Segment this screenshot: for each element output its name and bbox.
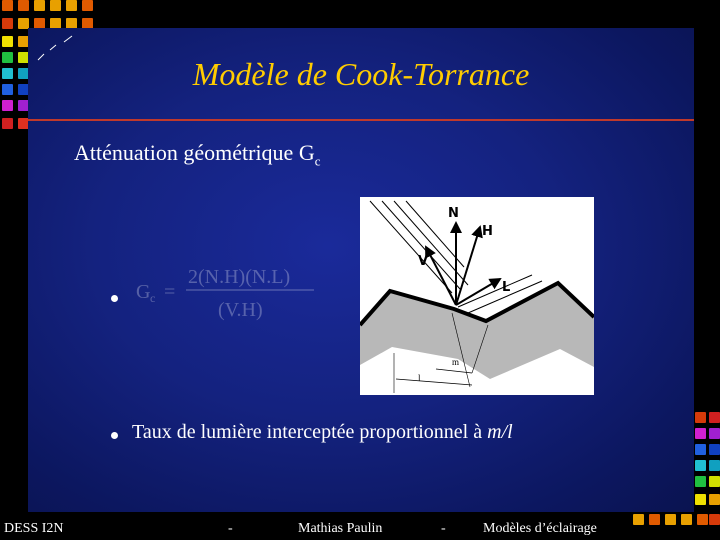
decor-square <box>2 68 13 79</box>
decor-square <box>695 494 706 505</box>
subheading <box>74 140 321 169</box>
vector-V <box>426 247 456 305</box>
footer-course: Modèles d’éclairage <box>483 521 597 536</box>
decor-square <box>34 0 45 11</box>
label-H: H <box>482 224 493 239</box>
ray <box>370 201 452 293</box>
footer-left: DESS I2N <box>4 521 64 536</box>
slide-title: Modèle de Cook-Torrance <box>192 56 530 92</box>
label-l: l <box>418 373 421 383</box>
decor-square <box>2 18 13 29</box>
bullet-2-ratio: m/l <box>487 421 513 443</box>
decor-square <box>695 444 706 455</box>
formula-denominator: (V.H) <box>218 299 263 321</box>
footer-author: Mathias Paulin <box>298 521 383 536</box>
bullet-2-text <box>132 421 513 444</box>
formula-numerator: 2(N.H)(N.L) <box>188 266 291 288</box>
formula <box>132 252 332 332</box>
subheading-subscript: c <box>314 153 321 169</box>
label-V: V <box>418 254 429 269</box>
decor-square <box>697 514 708 525</box>
decor-square <box>695 412 706 423</box>
surface-shadow <box>360 283 594 379</box>
decor-square <box>649 514 660 525</box>
decor-square <box>709 428 720 439</box>
subheading-text: Atténuation géométrique G <box>74 140 315 165</box>
bullet-1 <box>111 295 118 302</box>
decor-square <box>709 444 720 455</box>
decor-square <box>709 476 720 487</box>
decor-square <box>18 0 29 11</box>
title-divider <box>28 119 694 121</box>
decor-square <box>50 0 61 11</box>
decor-square <box>66 0 77 11</box>
decor-square <box>709 412 720 423</box>
label-L: L <box>502 280 511 295</box>
decor-square <box>665 514 676 525</box>
formula-lhs: G <box>136 281 151 303</box>
formula-equals: = <box>164 281 176 303</box>
decor-square <box>2 118 13 129</box>
decor-square <box>2 100 13 111</box>
bullet-2-main: Taux de lumière interceptée proportionnel à <box>132 421 488 443</box>
label-m: m <box>452 357 460 367</box>
decor-square <box>709 494 720 505</box>
footer-sep-2: - <box>441 521 446 536</box>
decor-square <box>2 84 13 95</box>
decor-square <box>82 0 93 11</box>
footer-sep-1: - <box>228 521 233 536</box>
bullet-2 <box>111 432 118 439</box>
label-N: N <box>448 206 459 221</box>
dim-l <box>396 379 472 385</box>
decor-square <box>2 0 13 11</box>
decor-square <box>2 52 13 63</box>
formula-lhs-sub: c <box>150 291 156 305</box>
microfacet-figure <box>360 197 594 395</box>
microfacet-diagram <box>360 197 594 395</box>
decor-square <box>709 514 720 525</box>
decor-square <box>695 476 706 487</box>
decor-square <box>695 460 706 471</box>
decor-square <box>2 36 13 47</box>
decor-square <box>709 460 720 471</box>
decor-square <box>633 514 644 525</box>
dim-m <box>436 369 472 373</box>
decor-square <box>681 514 692 525</box>
decor-square <box>695 428 706 439</box>
